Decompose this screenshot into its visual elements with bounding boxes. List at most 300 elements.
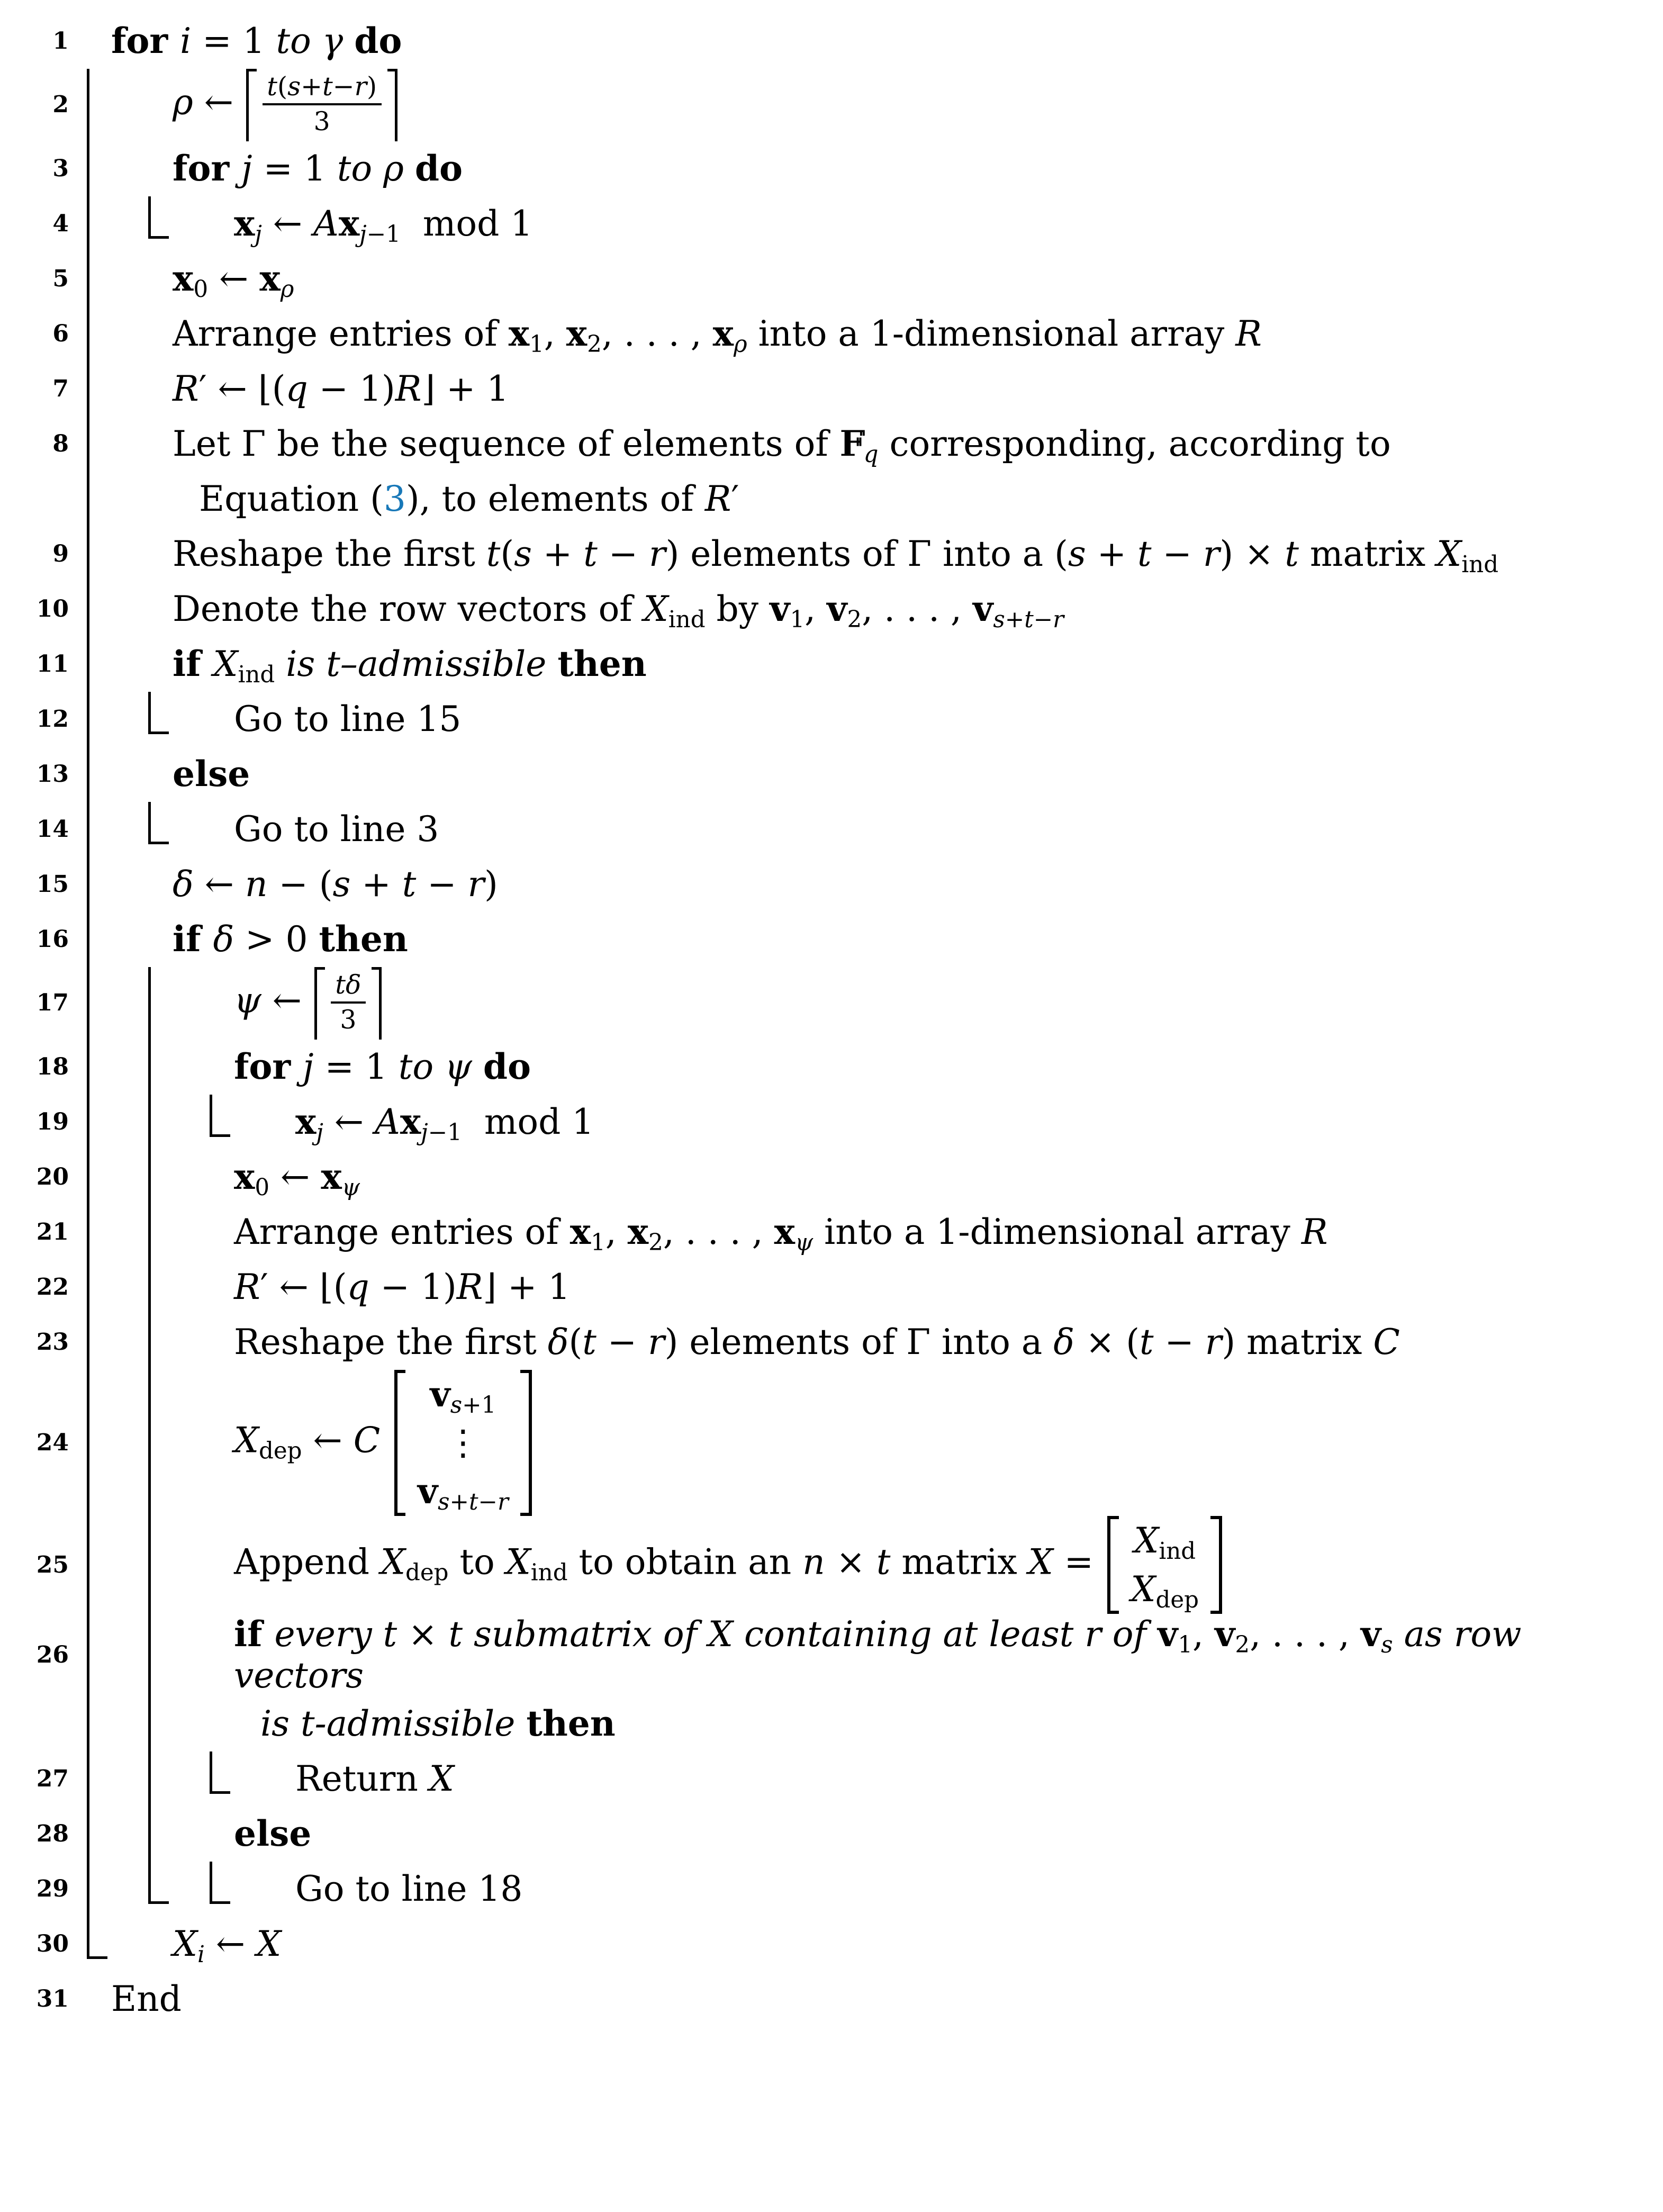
line-content [148,919,408,960]
math-text: , . . . , [663,1211,774,1252]
math-text: , . . . , [1250,1613,1361,1655]
block-rule [87,1516,148,1614]
math-text: R [1301,1211,1328,1252]
block-rule [148,1370,210,1516]
math-text: 3 [340,1005,357,1035]
block-end-hook [210,1751,271,1807]
block-rule [87,692,148,747]
block-end-hook [148,802,210,857]
math-text: v [430,1373,450,1415]
block-rule [87,1040,148,1095]
math-text: + [301,71,323,102]
math-text: ′ ← ⌊( [260,1266,347,1307]
math-text: ind [238,662,275,689]
math-text: Return [295,1758,429,1799]
line-content [210,1813,311,1855]
math-text: to [276,21,322,62]
math-text: ′ ← ⌊( [198,368,286,409]
line-number: 7 [52,375,69,402]
math-text: ← [208,258,260,299]
block-rule [148,1516,210,1614]
block-rule [148,1095,210,1150]
math-text: v [973,588,993,629]
algo-line [14,69,1658,141]
math-text: ψ [234,980,261,1021]
math-text: 2 [648,1229,663,1256]
math-text: + [531,533,584,574]
algo-line [14,196,1658,251]
math-text: v [1157,1613,1178,1655]
line-content [148,423,1391,468]
math-text: − ( [267,863,333,905]
line-number: 27 [36,1765,69,1792]
line-content [210,1322,1400,1363]
algo-line [14,1516,1658,1614]
algo-line [14,637,1658,692]
math-text: R [234,1266,260,1307]
math-text: ← [204,1923,257,1964]
matrix-row [430,1373,496,1419]
block-end-hook [148,692,210,747]
math-text: x [570,1211,591,1252]
math-text: x [508,312,530,354]
math-text: 1 [790,607,805,634]
block-rule [148,1040,210,1095]
algo-line [14,1040,1658,1095]
line-number: 6 [52,320,69,347]
line-content [271,1100,594,1146]
math-text: Arrange entries of [234,1211,570,1252]
math-text: A [313,203,339,244]
algo-line [14,1370,1658,1516]
block-rule [87,1370,148,1516]
math-text: ← [261,203,314,244]
matrix-rows [405,1370,520,1516]
math-text: ← [302,1419,354,1460]
math-text: j [241,148,252,189]
math-text: −1 [366,221,401,248]
block-rule [87,1150,148,1205]
math-text: if [234,1613,275,1655]
column-matrix [394,1370,532,1516]
math-text: = [1053,1541,1105,1583]
block-end-hook [210,1862,271,1917]
math-text: n [245,863,268,905]
math-text: r [467,863,485,905]
math-text: q [863,441,879,468]
line-content [87,21,402,62]
line-number: 4 [52,210,69,237]
math-text: ← [261,980,313,1021]
math-text: to [337,148,384,189]
math-text: 1 [591,1229,605,1256]
math-text: X [643,588,668,629]
math-text: ) elements of Γ into a [664,1321,1054,1362]
block-end-hook [148,196,210,251]
fraction-numerator [263,71,382,106]
math-text: R [173,368,199,409]
algo-line [14,306,1658,362]
algo-line [14,857,1658,912]
algo-line [14,1917,1658,1972]
math-text: by [705,588,770,629]
math-text: x [234,202,255,244]
math-text: if [173,643,213,684]
math-text: s+t−r [993,607,1064,634]
math-text: x [774,1211,795,1252]
math-text: into a 1-dimensional array [747,313,1236,354]
fraction-denominator [314,105,330,137]
block-rule [87,1751,148,1807]
line-content [148,368,509,410]
line-content [210,699,461,740]
line-content [148,643,647,689]
line-number: 14 [36,815,69,843]
math-text: q [285,368,308,409]
math-text: ψ [341,1174,360,1201]
matrix-left-bracket [1107,1516,1119,1614]
line-content [210,1046,531,1088]
line-content [210,1370,535,1516]
math-text: dep [259,1438,302,1465]
math-text: j [421,1119,428,1146]
math-text: r [649,533,666,574]
math-text: t [267,71,278,102]
math-text: X [505,1541,531,1583]
math-text: mod 1 [400,203,533,244]
block-rule [148,1205,210,1260]
algo-line [14,251,1658,306]
math-text: to obtain an [567,1541,803,1583]
math-text: x [627,1211,649,1252]
matrix-rows [1119,1516,1210,1614]
block-end-hook [87,1917,148,1972]
ceiling-fraction [314,967,382,1040]
math-text: , [1192,1613,1215,1655]
math-text: 1 [529,331,544,358]
math-text: X [429,1758,454,1799]
math-text [380,1420,391,1460]
math-text: t [1285,533,1299,574]
math-text: ) [484,863,498,905]
math-text: ind [1159,1538,1196,1565]
math-text: v [827,588,847,629]
math-text: , [544,313,566,354]
math-text: C [1373,1321,1400,1362]
math-text: v [770,588,790,629]
math-text: matrix [1298,533,1437,574]
math-text: ← [193,863,246,905]
line-number: 1 [52,28,69,55]
algo-line [14,1972,1658,2027]
line-content [148,478,739,520]
block-rule [87,1862,148,1917]
math-text: v [417,1470,438,1512]
math-text: − 1) [308,368,395,409]
block-rule [87,967,148,1040]
line-content [148,533,1499,579]
line-content [148,754,250,795]
algo-line [14,14,1658,69]
math-text: mod 1 [462,1101,594,1142]
math-text: is t-admissible [260,1703,527,1744]
line-number: 31 [36,1985,69,2012]
math-text: matrix [890,1541,1028,1583]
math-text: v [1215,1613,1235,1655]
blackboard-F: F F [839,423,864,465]
math-text: A [375,1101,400,1142]
math-text: do [483,1045,531,1087]
math-text: else [234,1812,312,1854]
block-rule [87,472,148,527]
math-text: R [1235,313,1262,354]
block-rule [87,1315,148,1370]
math-text: ← [323,1101,375,1142]
ceiling-right-bracket [387,69,398,141]
line-content [148,69,399,141]
math-text: 0 [193,276,209,303]
math-text: x [338,202,360,244]
line-content [148,588,1064,634]
algo-line [14,912,1658,967]
math-text: ← [193,82,245,123]
math-text: + [1086,533,1138,574]
math-text: i [180,21,192,62]
equation-ref-link[interactable]: 3 [383,478,406,519]
math-text: if [173,918,213,960]
block-rule [87,857,148,912]
math-text: x [321,1155,342,1197]
line-content [148,864,498,905]
math-text: 2 [1235,1632,1250,1659]
math-text: ρ [383,148,415,189]
line-content [210,967,384,1040]
math-text: t [335,969,346,1000]
line-number: 20 [36,1163,69,1190]
math-text: +1 [462,1392,496,1419]
line-content [148,312,1262,358]
matrix-right-bracket [520,1370,532,1516]
math-text: do [354,20,402,62]
math-text: s+t−r [438,1489,509,1516]
algo-line [14,747,1658,802]
math-text: t [582,1321,596,1362]
math-text: ) matrix [1222,1321,1373,1362]
line-number: 8 [52,430,69,457]
math-text: − [1153,1321,1205,1362]
block-rule [87,69,148,141]
math-text: X [234,1419,259,1460]
math-text: X [1131,1568,1156,1610]
block-rule [87,1807,148,1862]
math-text: δ [345,969,361,1000]
math-text: t [1137,533,1152,574]
block-rule [87,1614,148,1696]
math-text: X [173,1923,197,1964]
algo-line [14,1862,1658,1917]
line-content [210,809,439,850]
math-text: ⋮ [445,1422,481,1464]
math-text: then [557,643,647,684]
algo-line [14,582,1658,637]
math-text: i [197,1941,205,1968]
line-content [210,202,533,248]
math-text: ), to elements of [405,478,705,519]
math-text: 0 [255,1174,270,1201]
math-text: 1 [1178,1632,1193,1659]
matrix-right-bracket [1210,1516,1222,1614]
math-text: − 1) [369,1266,457,1307]
math-text: s [1381,1632,1393,1659]
math-text: δ [547,1321,569,1362]
math-text: for [111,20,180,62]
math-text: ( [500,533,514,574]
line-number: 29 [36,1875,69,1902]
block-rule [87,912,148,967]
algo-line [14,967,1658,1040]
math-text: δ [173,863,194,905]
algo-line [14,1205,1658,1260]
math-text: ) [366,71,377,102]
fraction-denominator [340,1004,356,1035]
block-rule [87,527,148,582]
algo-line [14,1807,1658,1862]
math-text: ρ [280,276,294,303]
ceiling-fraction [246,69,397,141]
line-number: 25 [36,1551,69,1578]
math-text: for [234,1045,303,1087]
math-text: Reshape the first [234,1321,548,1362]
line-content [87,1979,182,2020]
algo-line [14,692,1658,747]
math-text: t [322,71,333,102]
math-text: t [402,863,417,905]
math-text: ind [668,607,706,634]
line-content [210,1614,1658,1696]
math-text: = 1 [191,21,276,62]
math-text: Go to line 3 [234,808,439,850]
math-text: ψ [794,1229,814,1256]
math-text: r [354,71,367,102]
math-text: dep [405,1559,449,1586]
math-text: ind [530,1559,568,1586]
math-text: to [398,1046,445,1087]
math-text: ρ [173,82,193,123]
math-text: , [605,1211,628,1252]
math-text: Let Γ be the sequence of elements of [173,423,839,464]
algo-line [14,1260,1658,1315]
fraction [257,69,387,141]
line-number: 26 [36,1641,69,1668]
math-text: s [450,1392,463,1419]
line-content [210,1703,616,1745]
math-text: Arrange entries of [173,313,509,354]
math-text: −1 [428,1119,462,1146]
block-end-hook [148,1862,210,1917]
block-rule [148,1614,210,1696]
math-text: do [414,147,463,189]
line-number: 2 [52,91,69,119]
block-rule [87,1696,148,1751]
line-number: 18 [36,1053,69,1080]
math-text: Go to line 15 [234,698,462,739]
math-text: ψ [445,1046,483,1087]
math-text: ← [269,1156,321,1197]
math-text: × ( [1074,1321,1140,1362]
line-number: 3 [52,155,69,182]
math-text: R [456,1266,483,1307]
math-text: for [173,147,242,189]
math-text: X [1436,533,1462,574]
algo-line [14,362,1658,417]
block-rule [87,582,148,637]
block-rule [87,637,148,692]
algo-line [14,1696,1658,1751]
line-number: 17 [36,989,69,1017]
math-text: X [213,643,238,684]
matrix-row [445,1422,481,1464]
math-text: j [255,221,262,248]
math-text: j [359,221,367,248]
line-content [210,1267,570,1308]
line-number: 15 [36,870,69,898]
math-text: to [448,1541,506,1583]
math-text: r [1205,1321,1222,1362]
block-rule [87,802,148,857]
line-number: 28 [36,1820,69,1847]
line-number: 9 [52,540,69,567]
math-text: else [173,753,250,794]
math-text: Equation ( [199,478,384,519]
block-rule [148,1260,210,1315]
matrix-left-bracket [394,1370,406,1516]
line-number: 12 [36,705,69,733]
algo-line [14,417,1658,472]
math-text: v [1360,1613,1381,1655]
math-text: R [395,368,422,409]
math-text: End [111,1978,182,2019]
block-rule [87,1205,148,1260]
math-text: X [256,1923,282,1964]
block-rule [87,747,148,802]
math-text: s [1068,533,1086,574]
math-text: Denote the row vectors of [173,588,644,629]
block-rule [148,1150,210,1205]
math-text: x [566,312,588,354]
math-text: 2 [847,607,862,634]
math-text: every t × t submatrix of X containing at least r of [274,1613,1158,1655]
math-text: C [353,1419,381,1460]
algo-line [14,1095,1658,1150]
block-rule [148,1807,210,1862]
math-text: 3 [313,106,330,137]
math-text: s [332,863,351,905]
math-text: Go to line 18 [295,1868,523,1909]
math-text: x [234,1155,255,1197]
line-content [148,257,294,303]
math-text: = 1 [252,148,337,189]
line-content [210,1155,360,1201]
math-text: n [802,1541,825,1583]
math-text: x [295,1100,317,1142]
block-rule [87,362,148,417]
math-text: ρ [733,331,747,358]
math-text: corresponding, according to [878,423,1391,464]
math-text: = 1 [313,1046,399,1087]
line-number: 5 [52,265,69,292]
line-content [210,1211,1328,1256]
math-text: ⌋ + 1 [421,368,509,409]
